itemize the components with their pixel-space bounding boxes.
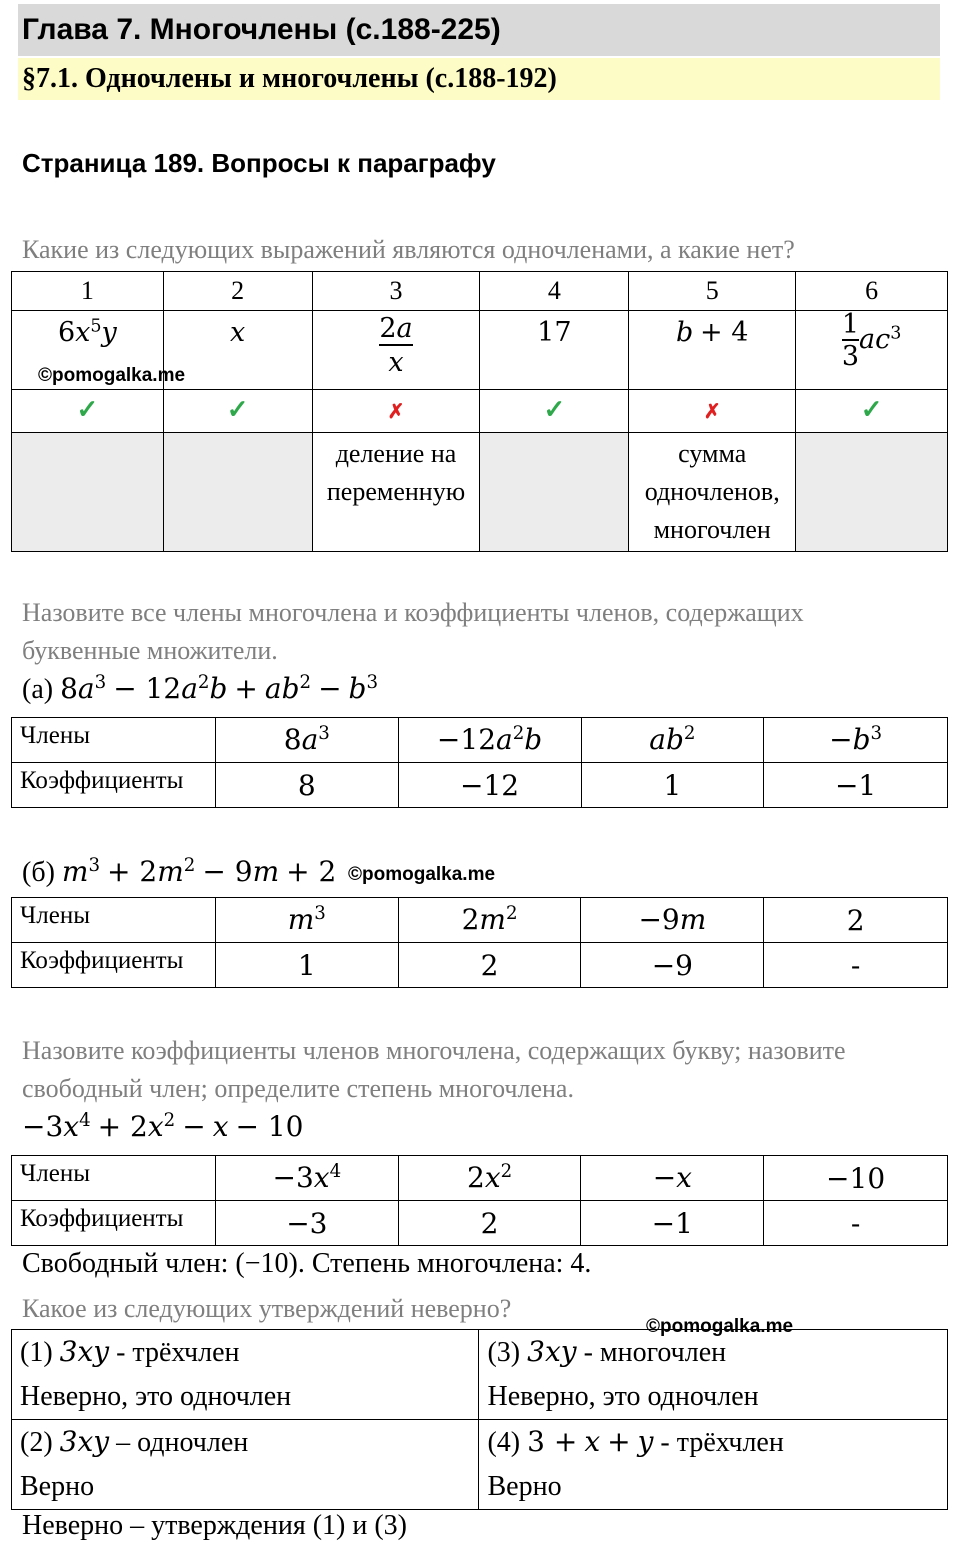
question-3-line-1: Назовите коэффициенты членов многочлена, содержащих букву; назовите xyxy=(22,1036,846,1065)
answer-3: Свободный член: (−10). Степень многочлена: 4. xyxy=(22,1248,592,1279)
coefficient-cell: 8 xyxy=(215,763,398,808)
term-cell: $m^3$ xyxy=(215,898,398,943)
term-cell: $2m^2$ xyxy=(398,898,581,943)
row-label: Члены xyxy=(12,898,216,943)
table-row xyxy=(12,390,948,433)
coefficient-cell: −3 xyxy=(215,1201,398,1246)
term-cell: −10 xyxy=(764,1156,948,1201)
coefficient-cell: - xyxy=(764,943,948,988)
verdict: Верно xyxy=(20,1471,95,1502)
monomial-table xyxy=(11,271,948,552)
expression-cell xyxy=(163,311,312,390)
note-cell xyxy=(480,433,629,552)
statement-cell xyxy=(12,1330,479,1420)
table-row xyxy=(12,311,948,390)
verdict: Неверно, это одночлен xyxy=(487,1381,759,1412)
watermark: ©pomogalka.me xyxy=(348,864,496,885)
term-cell: $2x^2$ xyxy=(398,1156,581,1201)
polynomial-b: (б) $m^3 + 2m^2 - 9m + 2$ xyxy=(22,855,337,888)
page-title: Страница 189. Вопросы к параграфу xyxy=(22,148,496,178)
question-3-line-2: свободный член; определите степень многочлена. xyxy=(22,1074,574,1103)
row-label: Члены xyxy=(12,718,216,763)
terms-table-c xyxy=(11,1155,948,1246)
statement-cell xyxy=(479,1420,948,1510)
terms-table-a xyxy=(11,717,948,808)
col-number: 2 xyxy=(163,272,312,311)
statements-table xyxy=(11,1329,948,1510)
table-row xyxy=(12,1156,948,1201)
term-cell: $-b^3$ xyxy=(764,718,948,763)
cross-mark: ✗ xyxy=(629,390,796,433)
question-2-line-1: Назовите все члены многочлена и коэффициенты членов, содержащих xyxy=(22,598,804,627)
row-label: Члены xyxy=(12,1156,216,1201)
expression: 17 xyxy=(537,317,572,348)
coefficient-cell: −9 xyxy=(581,943,764,988)
watermark: ©pomogalka.me xyxy=(38,365,186,386)
coefficient-cell: −1 xyxy=(581,1201,764,1246)
question-1: Какие из следующих выражений являются одночленами, а какие нет? xyxy=(22,235,795,264)
section-title: §7.1. Одночлены и многочлены (с.188-192) xyxy=(18,58,940,100)
note-cell xyxy=(163,433,312,552)
expression-cell xyxy=(312,311,480,390)
term-cell: $8a^3$ xyxy=(215,718,398,763)
note-cell: сумма одночленов, многочлен xyxy=(629,433,796,552)
note-cell: деление на переменную xyxy=(312,433,480,552)
table-row xyxy=(12,433,948,552)
row-label: Коэффициенты xyxy=(12,943,216,988)
expression-cell xyxy=(629,311,796,390)
check-mark: ✓ xyxy=(163,390,312,433)
note-cell xyxy=(796,433,948,552)
expression: $6x^5y$ xyxy=(57,316,117,348)
statement-cell xyxy=(12,1420,479,1510)
term-cell: 2 xyxy=(764,898,948,943)
check-mark: ✓ xyxy=(796,390,948,433)
expression-cell xyxy=(480,311,629,390)
chapter-title: Глава 7. Многочлены (с.188-225) xyxy=(18,4,940,56)
col-number: 1 xyxy=(12,272,164,311)
col-number: 3 xyxy=(312,272,480,311)
coefficient-cell: 2 xyxy=(398,943,581,988)
term-cell: −x xyxy=(581,1156,764,1201)
expression: $\frac{1}{3}$ $ac^3$ xyxy=(841,309,902,372)
verdict: Верно xyxy=(487,1471,562,1502)
expression-cell xyxy=(12,311,186,390)
table-row xyxy=(12,718,948,763)
term-cell: −9m xyxy=(581,898,764,943)
polynomial-a: (а) $8a^3 - 12a^2b + ab^2 - b^3$ xyxy=(22,672,379,705)
statement: (1) 3xy - трёхчлен xyxy=(20,1335,240,1368)
coefficient-cell: - xyxy=(764,1201,948,1246)
row-label: Коэффициенты xyxy=(12,1201,216,1246)
polynomial-c: $-3x^4 + 2x^2 - x - 10$ xyxy=(22,1110,304,1143)
expression: x xyxy=(230,317,246,348)
terms-table-b xyxy=(11,897,948,988)
table-row xyxy=(12,1201,948,1246)
answer-4: Неверно – утверждения (1) и (3) xyxy=(22,1510,407,1541)
expression: $\frac{2a}{x}$ xyxy=(379,313,413,378)
term-cell: $-12a^2b$ xyxy=(398,718,581,763)
check-mark: ✓ xyxy=(480,390,629,433)
table-row xyxy=(12,1330,948,1420)
col-number: 5 xyxy=(629,272,796,311)
question-4: Какое из следующих утверждений неверно? xyxy=(22,1294,512,1323)
expression: b + 4 xyxy=(675,317,749,348)
table-row xyxy=(12,272,948,311)
question-2-line-2: буквенные множители. xyxy=(22,636,278,665)
coefficient-cell: 1 xyxy=(215,943,398,988)
watermark: ©pomogalka.me xyxy=(646,1316,794,1337)
coefficient-cell: −12 xyxy=(398,763,581,808)
statement: (4) 3 + x + y - трёхчлен xyxy=(487,1425,784,1458)
term-cell: $ab^2$ xyxy=(581,718,764,763)
coefficient-cell: 1 xyxy=(581,763,764,808)
check-mark: ✓ xyxy=(12,390,164,433)
row-label: Коэффициенты xyxy=(12,763,216,808)
coefficient-cell: −1 xyxy=(764,763,948,808)
statement: (2) 3xy – одночлен xyxy=(20,1425,249,1458)
table-row xyxy=(12,898,948,943)
statement-cell xyxy=(479,1330,948,1420)
table-row xyxy=(12,1420,948,1510)
term-cell: $-3x^4$ xyxy=(215,1156,398,1201)
table-row xyxy=(12,943,948,988)
cross-mark: ✗ xyxy=(312,390,480,433)
col-number: 6 xyxy=(796,272,948,311)
table-row xyxy=(12,763,948,808)
coefficient-cell: 2 xyxy=(398,1201,581,1246)
expression-cell xyxy=(796,311,948,390)
col-number: 4 xyxy=(480,272,629,311)
statement: (3) 3xy - многочлен xyxy=(487,1335,727,1368)
verdict: Неверно, это одночлен xyxy=(20,1381,292,1412)
note-cell xyxy=(12,433,164,552)
